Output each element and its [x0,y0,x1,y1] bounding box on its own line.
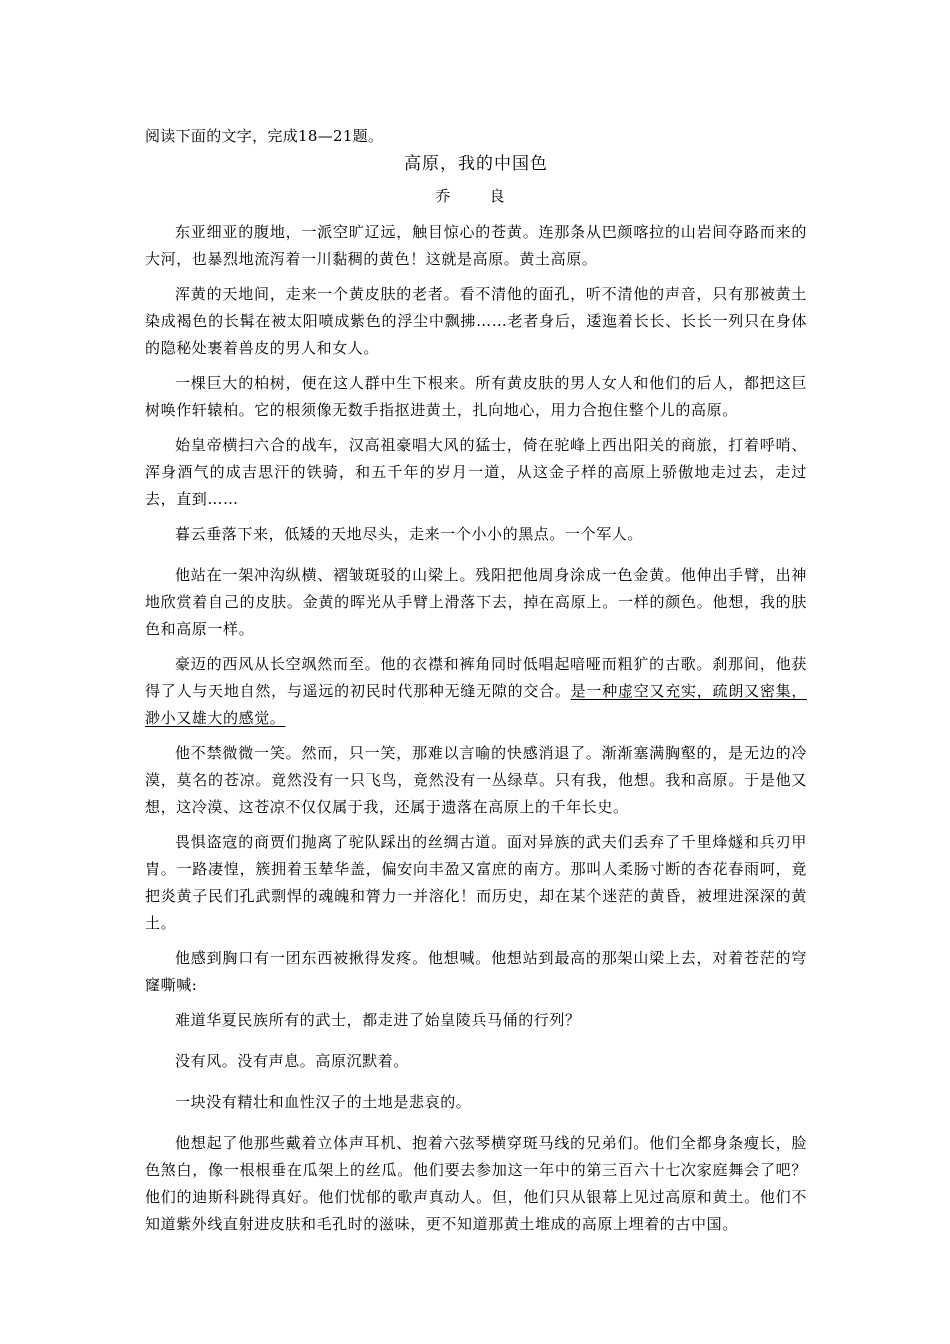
paragraph-6: 他站在一架冲沟纵横、褶皱斑驳的山梁上。残阳把他周身涂成一色金黄。他伸出手臂，出神地欣赏着自己的皮肤。金黄的晖光从手臂上滑落下去，掉在高原上。一样的颜色。他想，我的肤色和高原一样。 [145,566,807,638]
paragraph-11: 难道华夏民族所有的武士，都走进了始皇陵兵马俑的行列？ [175,1011,581,1029]
paragraph-2: 浑黄的天地间，走来一个黄皮肤的老者。看不清他的面孔，听不清他的声音，只有那被黄土染成褐色的长髯在被太阳喷成紫色的浮尘中飘拂……老者身后，逶迤着长长、长长一列只在身体的隐秘处裹着兽皮的男人和女人。 [145,285,807,357]
paragraph-12: 没有风。没有声息。高原沉默着。 [175,1052,410,1070]
paragraph-9: 畏惧盗寇的商贾们抛离了驼队踩出的丝绸古道。面对异族的武夫们丢弃了千里烽燧和兵刃甲胄。一路凄惶，簇拥着玉辇华盖，偏安向丰盈又富庶的南方。那叫人柔肠寸断的杏花春雨呵，竟把炎黄子民们孔武剽悍的魂魄和膂力一并溶化！而历史，却在某个迷茫的黄昏，被埋进深深的黄土。 [145,833,807,932]
paragraph-7-text: 豪迈的西风从长空飒然而至。他的衣襟和裤角同时低唱起喑哑而粗犷的古歌。刹那间，他获得了人与天地自然，与遥远的初民时代那种无缝无隙的交合。 [145,655,807,700]
paragraph-4: 始皇帝横扫六合的战车，汉高祖豪唱大风的猛士，倚在驼峰上西出阳关的商旅，打着呼哨、浑身酒气的成吉思汗的铁骑，和五千年的岁月一道，从这金子样的高原上骄傲地走过去，走过去，直到…… [145,436,807,508]
paragraph-8: 他不禁微微一笑。然而，只一笑，那难以言喻的快感消退了。渐渐塞满胸壑的，是无边的冷漠，莫名的苍凉。竟然没有一只飞鸟，竟然没有一丛绿草。只有我，他想。我和高原。于是他又想，这冷漠、这苍凉不仅仅属于我，还属于遗落在高原上的千年长史。 [145,744,807,816]
paragraph-14: 他想起了他那些戴着立体声耳机、抱着六弦琴横穿斑马线的兄弟们。他们全都身条瘦长，脸色煞白，像一根根垂在瓜架上的丝瓜。他们要去参加这一年中的第三百六十七次家庭舞会了吧？他们的迪斯科跳得真好。他们忧郁的歌声真动人。但，他们只从银幕上见过高原和黄土。他们不知道紫外线直射进皮肤和毛孔时的滋味，更不知道那黄土堆成的高原上埋着的古中国。 [145,1134,807,1233]
underlined-sentence: 是一种虚空又充实，疏朗又密集，渺小又雄大的感觉。 [145,682,807,727]
paragraph-1: 东亚细亚的腹地，一派空旷辽远，触目惊心的苍黄。连那条从巴颜喀拉的山岩间夺路而来的大河，也暴烈地流泻着一川黏稠的黄色！这就是高原。黄土高原。 [145,223,807,268]
paragraph-7 [145,651,807,732]
article-title: 高原，我的中国色 [404,154,548,174]
paragraph-5: 暮云垂落下来，低矮的天地尽头，走来一个小小的黑点。一个军人。 [175,525,644,543]
document-page [145,124,807,1246]
reading-instruction: 阅读下面的文字，完成18—21题。 [145,127,384,145]
paragraph-3: 一棵巨大的柏树，便在这人群中生下根来。所有黄皮肤的男人女人和他们的后人，都把这巨树唤作轩辕柏。它的根须像无数手指抠进黄土，扎向地心，用力合抱住整个儿的高原。 [145,374,807,419]
paragraph-10: 他感到胸口有一团东西被揪得发疼。他想喊。他想站到最高的那架山梁上去，对着苍茫的穹窿嘶喊: [145,949,807,994]
article-author: 乔 良 [435,187,517,205]
paragraph-13: 一块没有精壮和血性汉子的土地是悲哀的。 [175,1093,472,1111]
